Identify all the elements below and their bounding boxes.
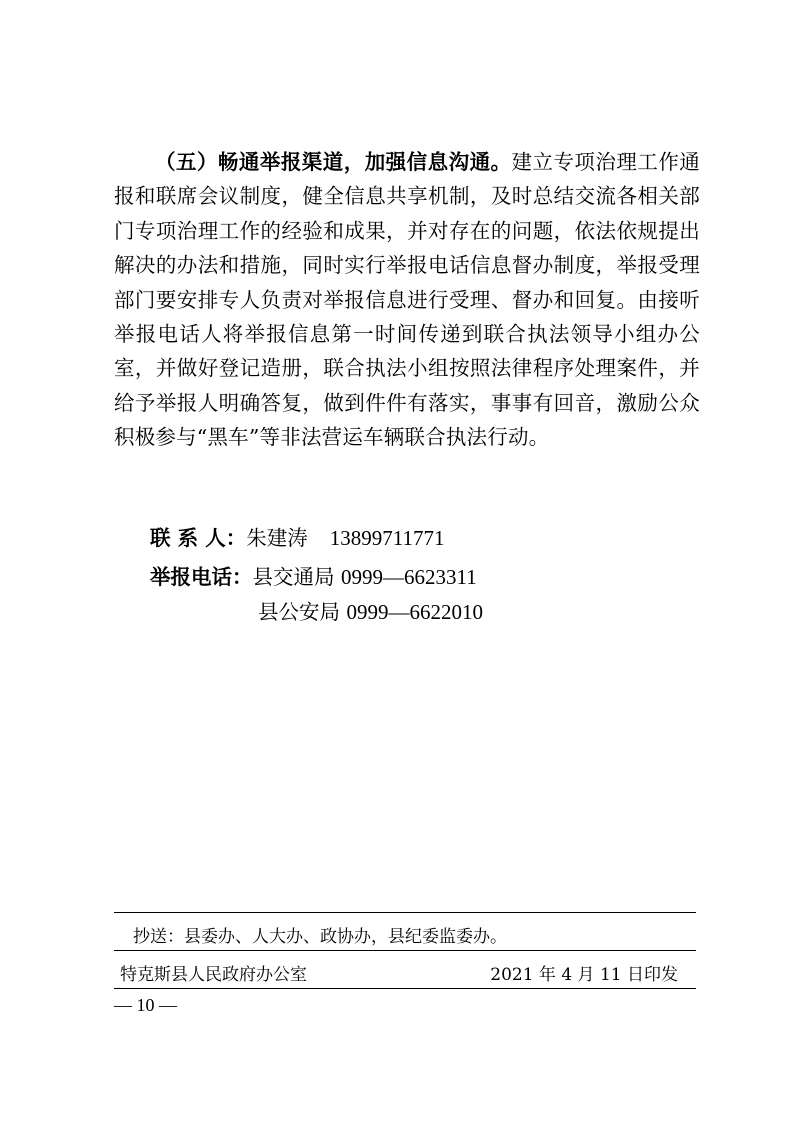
report-phone-line bbox=[258, 595, 483, 629]
page-number: — 10 — bbox=[114, 995, 177, 1015]
section-paragraph bbox=[114, 145, 700, 455]
report-phone: 0999—6622010 bbox=[346, 600, 484, 624]
section-body: 建立专项治理工作通报和联席会议制度，健全信息共享机制，及时总结交流各相关部门专项治理工作的经验和成果，并对存在的问题，依法依规提出解决的办法和措施，同时实行举报电话信息督办制度，举报受理部门要安排专人负责对举报信息进行受理、督办和回复。由接听举报电话人将举报信息第一时间传递到联合执法领导小组办公室，并做好登记造册，联合执法小组按照法律程序处理案件，并给予举报人明确答复，做到件件有落实，事事有回音，激励公众积极参与“黑车”等非法营运车辆联合执法行动。 bbox=[114, 150, 700, 450]
cc-line: 抄送：县委办、人大办、政协办，县纪委监委办。 bbox=[133, 927, 507, 947]
report-phone-label: 举报电话： bbox=[150, 565, 253, 589]
report-unit: 县交通局 bbox=[252, 565, 335, 589]
report-phone: 0999—6623311 bbox=[341, 565, 477, 589]
contact-phone: 13899711771 bbox=[329, 526, 445, 550]
contact-name: 朱建涛 bbox=[246, 526, 308, 550]
contact-label: 联 系 人： bbox=[150, 526, 247, 550]
section-heading: （五）畅通举报渠道，加强信息沟通。 bbox=[155, 150, 512, 174]
contact-person-line bbox=[150, 521, 445, 555]
report-unit: 县公安局 bbox=[258, 600, 340, 624]
footer-bottom-rule bbox=[114, 988, 696, 989]
footer-middle-rule bbox=[114, 950, 696, 951]
issuing-office: 特克斯县人民政府办公室 bbox=[120, 965, 307, 985]
issue-date: 2021 年 4 月 11 日印发 bbox=[490, 965, 678, 985]
report-phone-line bbox=[150, 560, 477, 594]
footer-top-rule bbox=[114, 912, 696, 913]
